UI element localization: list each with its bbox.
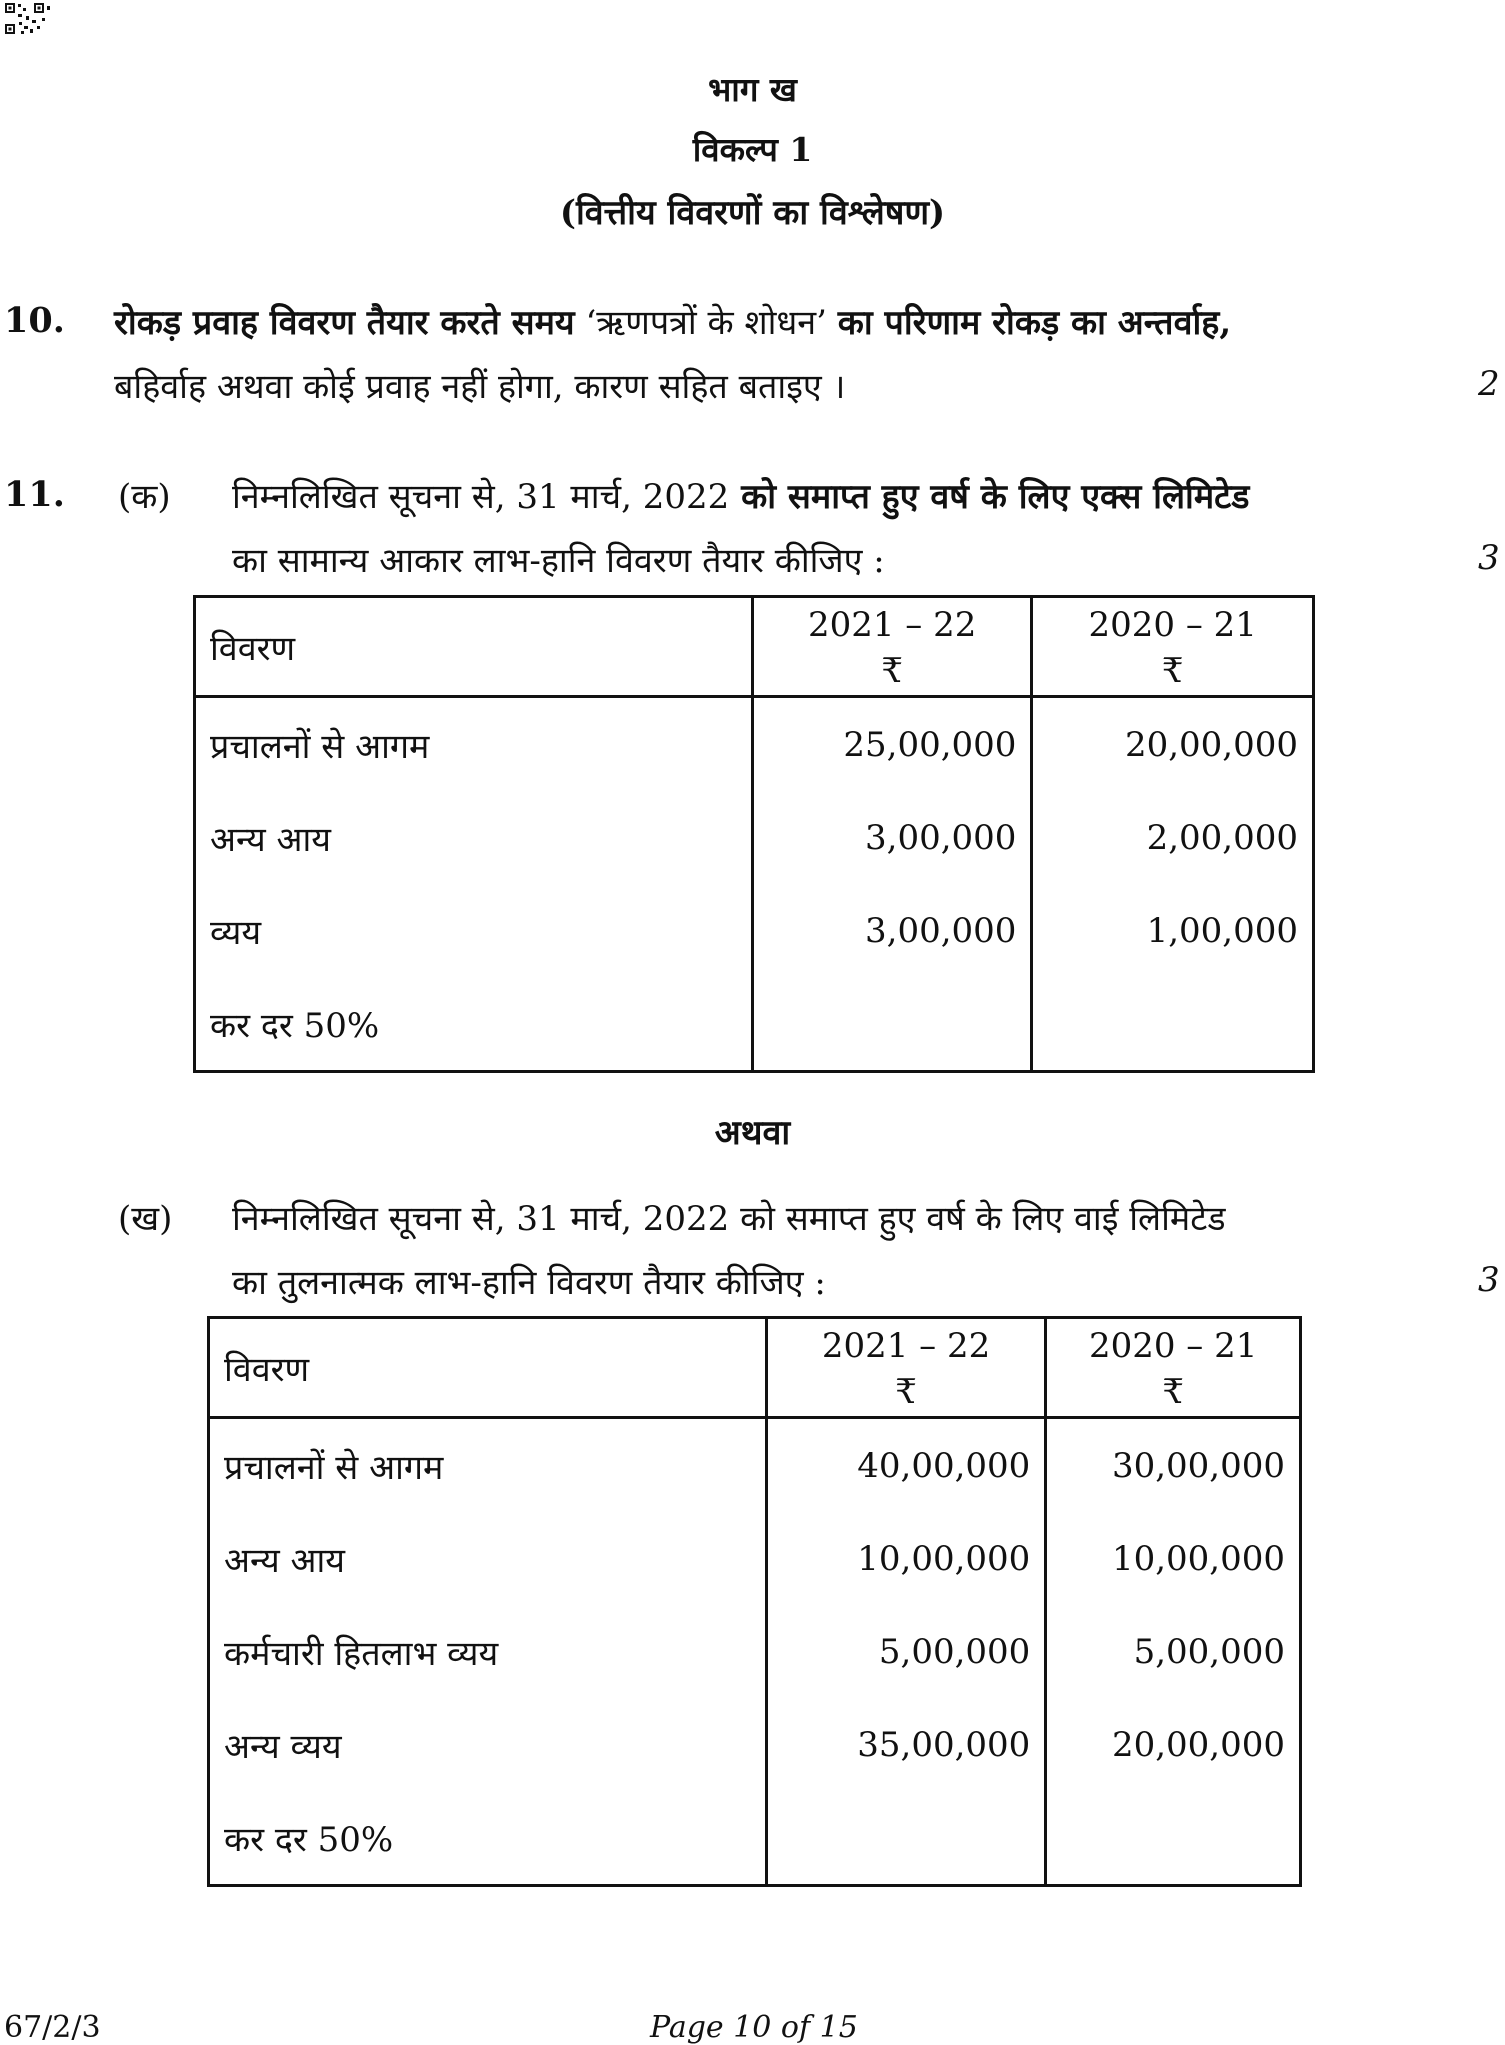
table-row [195,884,1314,977]
q11a-header-year2 [1032,597,1314,697]
row-value-2020-21: 30,00,000 [1046,1418,1301,1513]
row-label: कर दर 50% [209,1791,767,1886]
rupee-symbol: ₹ [881,650,903,691]
row-label: कर्मचारी हितलाभ व्यय [209,1605,767,1698]
row-label: अन्य आय [209,1512,767,1605]
row-value-2021-22 [752,977,1032,1072]
rupee-symbol: ₹ [895,1371,917,1412]
row-label: अन्य व्यय [209,1698,767,1791]
q11b-header-year2 [1046,1318,1301,1418]
q10-line1-quote: ‘ऋणपत्रों के शोधन’ [574,303,838,343]
row-value-2020-21: 1,00,000 [1032,884,1314,977]
q11b-marks: 3 [1478,1260,1500,1300]
q11a-header-year1 [752,597,1032,697]
row-label: प्रचालनों से आगम [195,697,753,792]
q11b-header-year1 [766,1318,1046,1418]
row-value-2021-22: 5,00,000 [766,1605,1046,1698]
q11b-header-label: विवरण [209,1318,767,1418]
q11b-line2: का तुलनात्मक लाभ-हानि विवरण तैयार कीजिए : [232,1263,826,1303]
row-label: व्यय [195,884,753,977]
q10-line1-bold-a: रोकड़ प्रवाह विवरण तैयार करते समय [114,303,575,343]
q10-marks: 2 [1478,364,1500,404]
table-row [209,1418,1301,1513]
row-value-2020-21: 20,00,000 [1046,1698,1301,1791]
row-value-2021-22 [766,1791,1046,1886]
q11a-label: (क) [118,477,171,517]
q11a-year2: 2020 – 21 [1088,604,1257,645]
q11a-line2: का सामान्य आकार लाभ-हानि विवरण तैयार कीजिए : [232,541,885,581]
table-row [209,1791,1301,1886]
q10-line1 [114,298,1231,344]
q10-line2: बहिर्वाह अथवा कोई प्रवाह नहीं होगा, कारण सहित बताइए । [114,367,846,407]
table-row [209,1698,1301,1791]
row-value-2021-22: 25,00,000 [752,697,1032,792]
row-value-2021-22: 40,00,000 [766,1418,1046,1513]
row-value-2021-22: 10,00,000 [766,1512,1046,1605]
table-row [195,977,1314,1072]
or-separator: अथवा [714,1113,791,1153]
table-row [209,1605,1301,1698]
option-heading: विकल्प 1 [692,130,813,169]
paper-code: 67/2/3 [4,2010,101,2045]
row-label: प्रचालनों से आगम [209,1418,767,1513]
q11b-year2: 2020 – 21 [1088,1325,1258,1366]
q11a-line1 [232,472,1250,518]
q11b-year1: 2021 – 22 [821,1325,991,1366]
row-value-2021-22: 3,00,000 [752,791,1032,884]
row-value-2020-21 [1032,977,1314,1072]
row-value-2020-21: 5,00,000 [1046,1605,1301,1698]
q11a-line1-plain: निम्नलिखित सूचना से, 31 मार्च, 2022 [232,477,730,517]
q11a-year1: 2021 – 22 [807,604,977,645]
page-number: Page 10 of 15 [650,2010,858,2045]
table-row [195,791,1314,884]
topic-heading: (वित्तीय विवरणों का विश्लेषण) [559,193,946,233]
qr-code [4,2,58,36]
row-label: कर दर 50% [195,977,753,1072]
q11a-line1-bold: को समाप्त हुए वर्ष के लिए एक्स लिमिटेड [729,477,1250,517]
q11b-table [207,1316,1302,1887]
q11b-label: (ख) [118,1199,173,1239]
table-row [209,1512,1301,1605]
row-label: अन्य आय [195,791,753,884]
q10-number: 10. [4,300,65,341]
row-value-2021-22: 35,00,000 [766,1698,1046,1791]
q11a-header-label: विवरण [195,597,753,697]
table-row [195,697,1314,792]
q11-number: 11. [4,474,65,515]
q11a-marks: 3 [1478,538,1500,578]
row-value-2020-21: 2,00,000 [1032,791,1314,884]
q11a-table [193,595,1315,1073]
part-heading: भाग ख [708,70,797,109]
row-value-2020-21: 10,00,000 [1046,1512,1301,1605]
row-value-2020-21 [1046,1791,1301,1886]
q11b-line1: निम्नलिखित सूचना से, 31 मार्च, 2022 को समाप्त हुए वर्ष के लिए वाई लिमिटेड [232,1199,1226,1239]
rupee-symbol: ₹ [1162,1371,1184,1412]
row-value-2021-22: 3,00,000 [752,884,1032,977]
q10-line1-bold-b: का परिणाम रोकड़ का अन्तर्वाह, [837,303,1232,343]
rupee-symbol: ₹ [1161,650,1184,691]
row-value-2020-21: 20,00,000 [1032,697,1314,792]
